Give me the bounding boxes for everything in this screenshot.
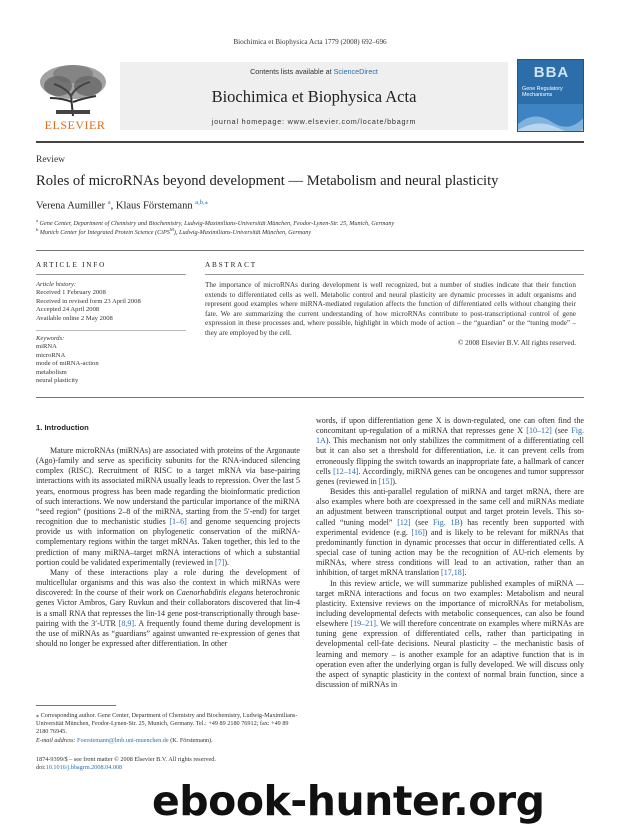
figure-link[interactable]: Fig. 1A [316, 426, 584, 446]
article-info-label: ARTICLE INFO [36, 261, 107, 269]
abstract-copyright: © 2008 Elsevier B.V. All rights reserved. [457, 339, 576, 347]
author-list: Verena Aumiller $^a$, Klaus Förstemann $^{a,b,⁎}$ [36, 199, 208, 212]
citation-link[interactable]: [8,9] [118, 618, 135, 628]
keyword: mode of miRNA-action [36, 360, 99, 368]
citation-link[interactable]: [1–6] [169, 517, 187, 527]
cover-subtitle: Gene Regulatory Mechanisms [522, 86, 563, 98]
affiliation-b: $^b$ Munich Center for Integrated Protein Science (CiPS$^M$), Ludwig-Maximilians-Universität München, Germany [36, 227, 312, 237]
keyword: metabolism [36, 368, 67, 376]
article-title: Roles of microRNAs beyond development — Metabolism and neural plasticity [36, 173, 499, 189]
journal-homepage[interactable]: journal homepage: www.elsevier.com/locate/bbagrm [211, 117, 417, 126]
watermark: ebook-hunter.org [152, 777, 545, 825]
keywords-label: Keywords: [36, 335, 65, 342]
footnote-text: ⁎ Corresponding author. Gene Center, Department of Chemistry and Biochemistry, Ludwig-Maximilians-Universität München, Feodor-Lynen-Str. 25, Munich, Germany. Tel.: +49 89 2180 76912; fax: +49 89 2180 76945. [36, 712, 298, 736]
paragraph: Mature microRNAs (miRNAs) are associated with proteins of the Argonaute (Ago)-family and serve as specificity subunits for the RNA-induced silencing complex (RISC). Recruitment of RISC to a target mRNA via base-pairing interactions with its associated miRNA usually leads to repression. Over the last 5 years, enormous progress has been made regarding the bioinformatic prediction of such interactions. We now understand the particular importance of the miRNA “seed region” (positions 2–8 of the miRNA, starting from the 5′-end) for target recognition due to mechanistic studies [1–6] and genome sequencing projects provide us with information on phylogenetic conservation of the miRNA-complementary regions within the target mRNAs. Taken together, this led to the prediction of many miRNA–target mRNA interactions of which a substantial portion could be validated experimentally (reviewed in [7]). [36, 446, 300, 567]
figure-link[interactable]: Fig. 1B [432, 517, 460, 527]
cover-artwork [518, 104, 584, 132]
article-type: Review [36, 155, 66, 165]
history-label: Article history: [36, 281, 77, 288]
author-name[interactable]: Verena Aumiller [36, 200, 106, 212]
abstract-rule [205, 274, 584, 275]
citation-link[interactable]: [12] [397, 517, 411, 527]
paragraph: In this review article, we will summarize published examples of miRNA — target mRNA interactions and focus on two examples: Metabolism and neural plasticity. Extensive reviews on the importance of microRNAs for metabolism, including developmental defects with metabolic consequences, can also be found elsewhere [19–21]. We will therefore concentrate on examples where miRNAs are tuning gene expression of differentiated cells, rather than participating in developmental cell-fate decisions. Neural plasticity – the mechanistic basis of learning and memory – is another example for an adaptive function that is in operation even after the underlying organ is fully developed. We will discuss only the aspect of synaptic plasticity in the context of normal brain function, since a discussion of miRNAs in [316, 578, 584, 690]
doi-link[interactable]: 10.1016/j.bbagrm.2008.04.008 [45, 764, 123, 772]
keywords [36, 335, 176, 385]
contents-prefix: Contents lists available at [250, 67, 334, 76]
masthead-rule [36, 141, 584, 143]
front-matter-rule [36, 250, 584, 251]
citation-link[interactable]: [12–14] [333, 466, 359, 476]
abstract-label: ABSTRACT [205, 261, 257, 269]
history-received: Received 1 February 2008 [36, 289, 106, 297]
contents-line [120, 67, 508, 76]
email-label: E-mail address: [36, 736, 78, 744]
keyword: neural plasticity [36, 377, 79, 385]
citation-link[interactable]: [17,18] [441, 568, 465, 578]
journal-cover [517, 59, 584, 132]
citation-link[interactable]: [16] [411, 527, 425, 537]
email-link[interactable]: Foerstemann@lmb.uni-muenchen.de [77, 736, 169, 744]
paragraph: Many of these interactions play a role during the development of multicellular organisms and this was also the context in which miRNAs were discovered: In the course of their work on Caenorhabditis elegans heterochronic genes Victor Ambros, Gary Ruvkun and their collaborators discovered that lin-4 is a small RNA that represses the lin-14 gene post-transcriptionally through base-pairing with the 3′-UTR [8,9]. A frequently found theme during development is the use of miRNAs as “guardians” against unwanted re-expression of genes that should no longer be expressed after differentiation. In other [36, 567, 300, 648]
keywords-rule [36, 330, 186, 331]
footnote-rule [36, 705, 116, 706]
corresponding-author-footnote: ⁎ Corresponding author. Gene Center, Department of Chemistry and Biochemistry, Ludwig-Maximilians-Universität München, Feodor-Lynen-Str. 25, Munich, Germany. Tel.: +49 89 2180 76912; fax: +49 89 2180 76945. E-mail address: Foerstemann@lmb.uni-muenchen.de (K. Förstemann). [36, 712, 300, 745]
journal-title: Biochimica et Biophysica Acta [211, 87, 417, 106]
issn-line: 1874-9399/$ – see front matter © 2008 Elsevier B.V. All rights reserved. [36, 756, 216, 763]
body-column-right [316, 416, 584, 690]
keyword: microRNA [36, 351, 66, 359]
citation-link[interactable]: [10–12] [526, 426, 552, 436]
article-history [36, 281, 176, 323]
citation-link[interactable]: [7] [214, 557, 225, 567]
masthead [36, 62, 584, 130]
affiliation-marker[interactable]: a,b,⁎ [195, 199, 208, 206]
cover-title: BBA [533, 64, 570, 81]
history-online: Available online 2 May 2008 [36, 314, 113, 322]
history-accepted: Accepted 24 April 2008 [36, 306, 100, 314]
sciencedirect-link[interactable]: ScienceDirect [333, 67, 378, 76]
abstract-end-rule [36, 397, 584, 398]
affiliation-marker[interactable]: a [107, 199, 111, 206]
article-info-rule [36, 274, 186, 275]
page-footer: 1874-9399/$ – see front matter © 2008 Elsevier B.V. All rights reserved. doi:10.1016/j.bbagrm.2008.04.008 [36, 756, 300, 772]
history-revised: Received in revised form 23 April 2008 [36, 297, 141, 305]
paragraph: words, if upon differentiation gene X is down-regulated, one can often find the concomitant up-regulation of a miRNA that represses gene X [10–12] (see Fig. 1A). This mechanism not only stabilizes the commitment of a differentiating cell but it can also set a threshold for differentiation, i.e. it can prevent cells from erroneously flipping the switch towards an inappropriate fate, a hallmark of cancer cells [12–14]. Accordingly, miRNA genes can be oncogenes and tumor suppressor genes (reviewed in [15]). [316, 416, 584, 486]
keyword: miRNA [36, 343, 57, 351]
running-head: Biochimica et Biophysica Acta 1779 (2008) 692–696 [233, 38, 387, 46]
citation-link[interactable]: [19–21] [350, 619, 376, 629]
body-column-left [36, 446, 300, 649]
citation-link[interactable]: [15] [378, 476, 393, 486]
publisher-name: ELSEVIER [44, 118, 106, 132]
journal-header-box [120, 62, 508, 130]
paragraph: Besides this anti-parallel regulation of miRNA and target mRNA, there are also examples where both are coexpressed in the same cell and miRNAs mediate an adjustment between transcriptional output and target protein levels. This so-called “tuning model” [12] (see Fig. 1B) has recently been supported with experimental evidence (e.g. [16]) and is likely to be relevant for miRNAs that predominantly function in dynamic processes that occur in differentiated cells. A special case of tuning action may be the recognition of AU-rich elements by miRNAs, where stress conditions will lead to an activation, rather than an inhibition, of target mRNA translation [17,18]. [316, 487, 584, 578]
abstract-text: The importance of microRNAs during development is well recognized, but a number of studies indicate that their function extends to differentiated cells as well. Metabolic control and neural plasticity are dynamic processes in adult organisms and represent good examples where miRNA-mediated regulation affects the function of differentiated cells without changing their fate. We are summarizing the current understanding of how microRNAs contribute to post-transcriptional control of gene expression in these processes and, where possible, highlight in which mode of action – the “guardian” or the “tuning mode” – they are employed by the cell. [205, 281, 576, 337]
affiliation-a: $^a$ Gene Center, Department of Chemistry and Biochemistry, Ludwig-Maximilians-Universität München, Feodor-Lynen-Str. 25, Munich, Germany [36, 218, 395, 228]
section-heading: 1. Introduction [36, 423, 89, 432]
author-name[interactable]: Klaus Förstemann [115, 200, 193, 212]
